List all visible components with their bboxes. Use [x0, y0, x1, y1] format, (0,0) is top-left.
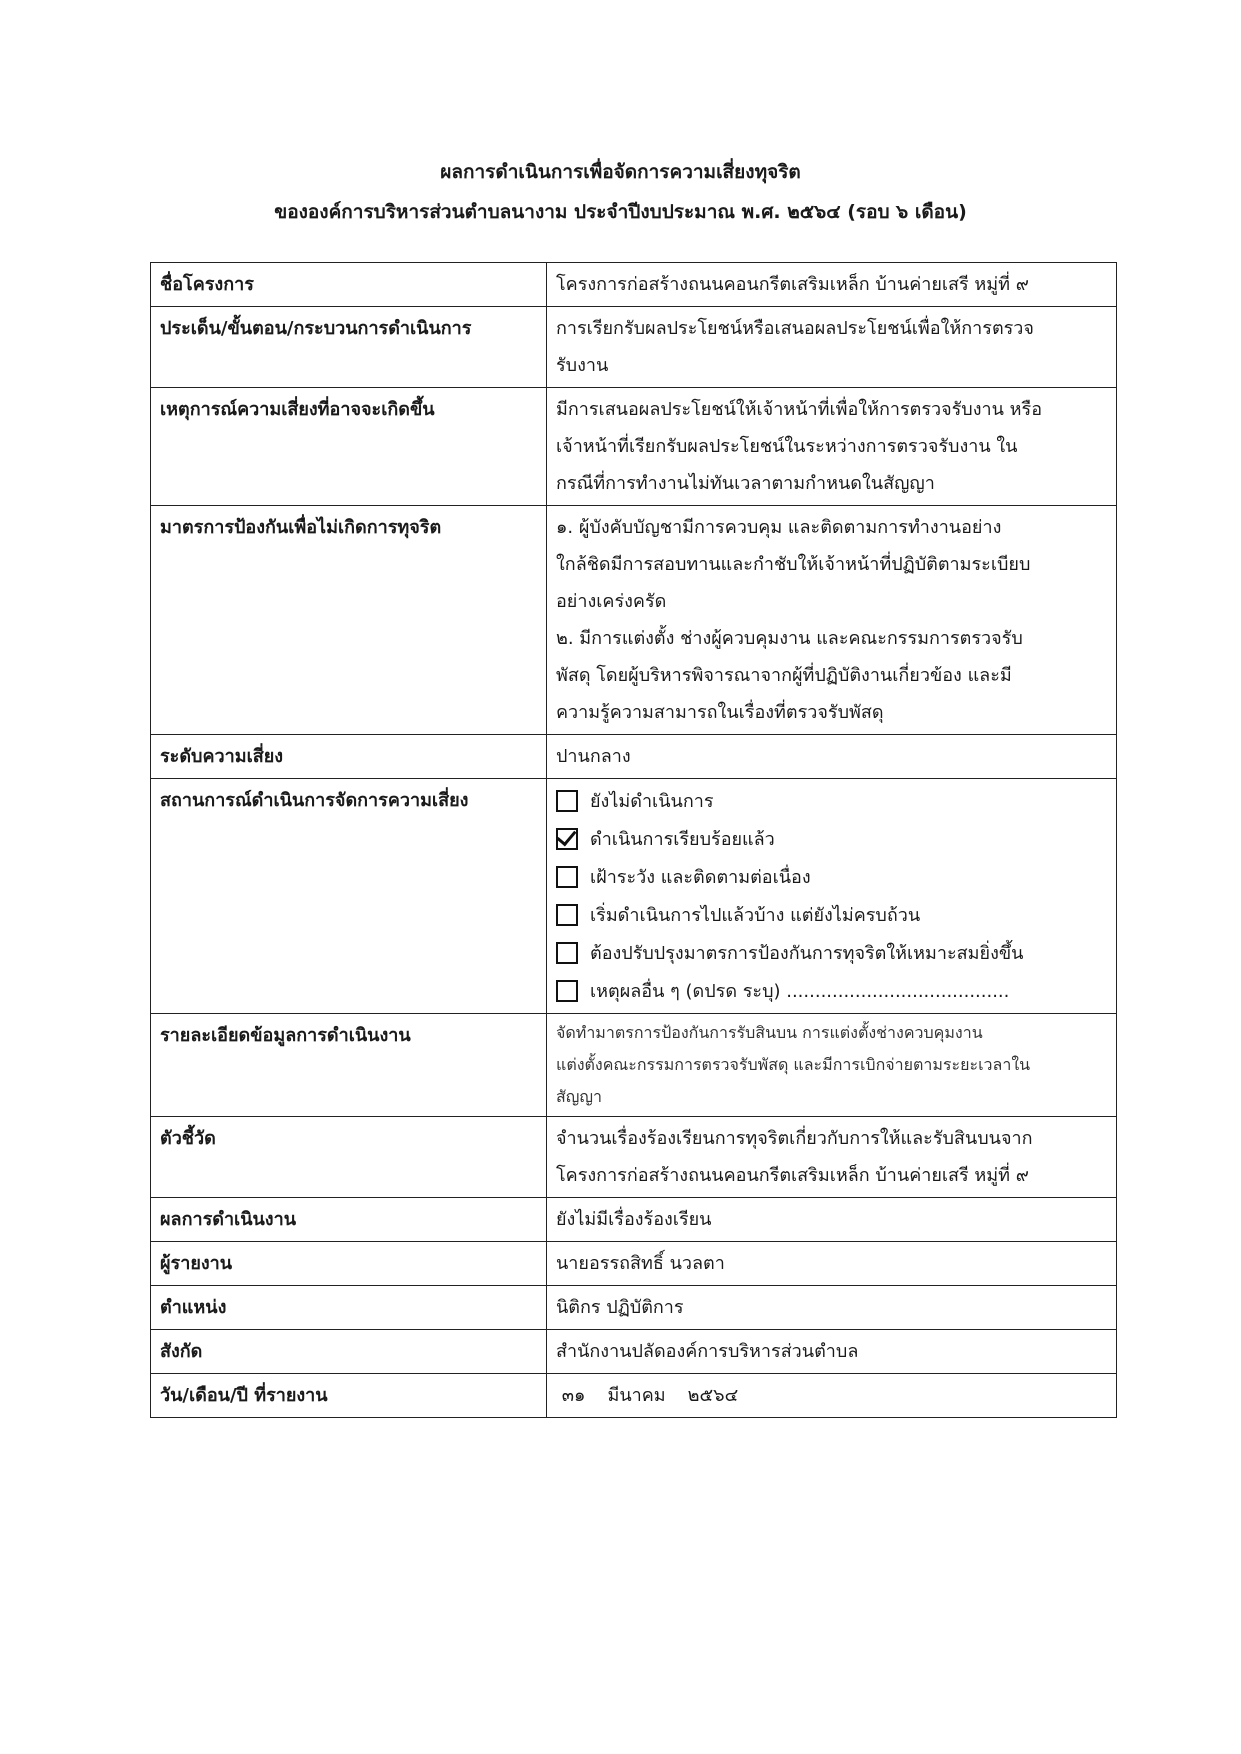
report-date-label: วัน/เดือน/ปี ที่รายงาน [151, 1374, 547, 1418]
status-option-label: ดำเนินการเรียบร้อยแล้ว [590, 828, 775, 850]
affiliation-value: สำนักงานปลัดองค์การบริหารส่วนตำบล [547, 1330, 1117, 1374]
process-value [547, 307, 1117, 388]
row-risk-event [151, 388, 1117, 506]
reporter-value: นายอรรถสิทธิ์ นวลตา [547, 1242, 1117, 1286]
checkbox-icon[interactable] [556, 904, 578, 926]
details-line: จัดทำมาตรการป้องกันการรับสินบน การแต่งตั้งช่างควบคุมงาน [556, 1023, 983, 1042]
process-line: รับงาน [556, 355, 609, 376]
reporter-label: ผู้รายงาน [151, 1242, 547, 1286]
prevention-line: ความรู้ความสามารถในเรื่องที่ตรวจรับพัสดุ [556, 702, 884, 723]
status-options [547, 779, 1117, 1014]
indicator-line: จำนวนเรื่องร้องเรียนการทุจริตเกี่ยวกับการให้และรับสินบนจาก [556, 1128, 1033, 1149]
status-option-label: เหตุผลอื่น ๆ (ดปรด ระบุ) ....................................... [590, 980, 1010, 1002]
status-option-partial[interactable] [556, 896, 1107, 934]
result-label: ผลการดำเนินงาน [151, 1198, 547, 1242]
checkbox-icon[interactable] [556, 790, 578, 812]
title-line-1: ผลการดำเนินการเพื่อจัดการความเสี่ยงทุจริต [440, 161, 801, 183]
prevention-line: พัสดุ โดยผู้บริหารพิจารณาจากผู้ที่ปฏิบัติงานเกี่ยวข้อง และมี [556, 665, 1012, 686]
prevention-line: ๑. ผู้บังคับบัญชามีการควบคุม และติดตามการทำงานอย่าง [556, 517, 1002, 538]
checkbox-icon[interactable] [556, 866, 578, 888]
checkbox-icon[interactable] [556, 942, 578, 964]
status-option-label: เฝ้าระวัง และติดตามต่อเนื่อง [590, 866, 811, 888]
indicator-label: ตัวชี้วัด [151, 1117, 547, 1198]
row-indicator [151, 1117, 1117, 1198]
indicator-line: โครงการก่อสร้างถนนคอนกรีตเสริมเหล็ก บ้านค่ายเสรี หมู่ที่ ๙ [556, 1165, 1029, 1186]
row-status [151, 779, 1117, 1014]
prevention-line: ๒. มีการแต่งตั้ง ช่างผู้ควบคุมงาน และคณะกรรมการตรวจรับ [556, 628, 1023, 649]
row-prevention [151, 506, 1117, 735]
row-report-date [151, 1374, 1117, 1418]
status-label: สถานการณ์ดำเนินการจัดการความเสี่ยง [151, 779, 547, 1014]
details-value [547, 1014, 1117, 1117]
indicator-value [547, 1117, 1117, 1198]
status-option-monitoring[interactable] [556, 858, 1107, 896]
status-option-label: เริ่มดำเนินการไปแล้วบ้าง แต่ยังไม่ครบถ้วน [590, 904, 921, 926]
project-value: โครงการก่อสร้างถนนคอนกรีตเสริมเหล็ก บ้านค่ายเสรี หมู่ที่ ๙ [547, 263, 1117, 307]
row-process [151, 307, 1117, 388]
status-option-completed[interactable] [556, 820, 1107, 858]
risk-event-value [547, 388, 1117, 506]
prevention-line: อย่างเคร่งครัด [556, 591, 667, 612]
checkbox-icon[interactable] [556, 980, 578, 1002]
prevention-label: มาตรการป้องกันเพื่อไม่เกิดการทุจริต [151, 506, 547, 735]
details-label: รายละเอียดข้อมูลการดำเนินงาน [151, 1014, 547, 1117]
prevention-line: ใกล้ชิดมีการสอบทานและกำชับให้เจ้าหน้าที่ปฏิบัติตามระเบียบ [556, 554, 1031, 575]
report-day: ๓๑ [561, 1385, 586, 1406]
title-line-2: ขององค์การบริหารส่วนตำบลนางาม ประจำปีงบประมาณ พ.ศ. ๒๕๖๔ (รอบ ๖ เดือน) [274, 201, 967, 223]
risk-report-table [150, 262, 1117, 1418]
report-month: มีนาคม [607, 1385, 666, 1406]
risk-level-label: ระดับความเสี่ยง [151, 735, 547, 779]
row-risk-level [151, 735, 1117, 779]
status-option-other[interactable] [556, 972, 1107, 1010]
status-option-improve[interactable] [556, 934, 1107, 972]
position-value: นิติกร ปฏิบัติการ [547, 1286, 1117, 1330]
status-option-label: ยังไม่ดำเนินการ [590, 790, 714, 812]
process-line: การเรียกรับผลประโยชน์หรือเสนอผลประโยชน์เพื่อให้การตรวจ [556, 318, 1034, 339]
risk-level-value: ปานกลาง [547, 735, 1117, 779]
status-option-not-started[interactable] [556, 782, 1107, 820]
position-label: ตำแหน่ง [151, 1286, 547, 1330]
row-result [151, 1198, 1117, 1242]
checkbox-checked-icon[interactable] [556, 828, 578, 850]
risk-event-line: เจ้าหน้าที่เรียกรับผลประโยชน์ในระหว่างการตรวจรับงาน ใน [556, 436, 1018, 457]
report-date-value [547, 1374, 1117, 1418]
result-value: ยังไม่มีเรื่องร้องเรียน [547, 1198, 1117, 1242]
details-line: แต่งตั้งคณะกรรมการตรวจรับพัสดุ และมีการเบิกจ่ายตามระยะเวลาใน [556, 1055, 1031, 1074]
status-option-label: ต้องปรับปรุงมาตรการป้องกันการทุจริตให้เหมาะสมยิ่งขึ้น [590, 942, 1024, 964]
row-project [151, 263, 1117, 307]
affiliation-label: สังกัด [151, 1330, 547, 1374]
project-label: ชื่อโครงการ [151, 263, 547, 307]
risk-event-label: เหตุการณ์ความเสี่ยงที่อาจจะเกิดขึ้น [151, 388, 547, 506]
document-title [0, 152, 1241, 232]
process-label: ประเด็น/ขั้นตอน/กระบวนการดำเนินการ [151, 307, 547, 388]
row-reporter [151, 1242, 1117, 1286]
row-details [151, 1014, 1117, 1117]
risk-event-line: กรณีที่การทำงานไม่ทันเวลาตามกำหนดในสัญญา [556, 473, 935, 494]
details-line: สัญญา [556, 1087, 603, 1106]
row-affiliation [151, 1330, 1117, 1374]
report-year: ๒๕๖๔ [687, 1385, 739, 1406]
risk-event-line: มีการเสนอผลประโยชน์ให้เจ้าหน้าที่เพื่อให้การตรวจรับงาน หรือ [556, 399, 1042, 420]
prevention-value [547, 506, 1117, 735]
row-position [151, 1286, 1117, 1330]
